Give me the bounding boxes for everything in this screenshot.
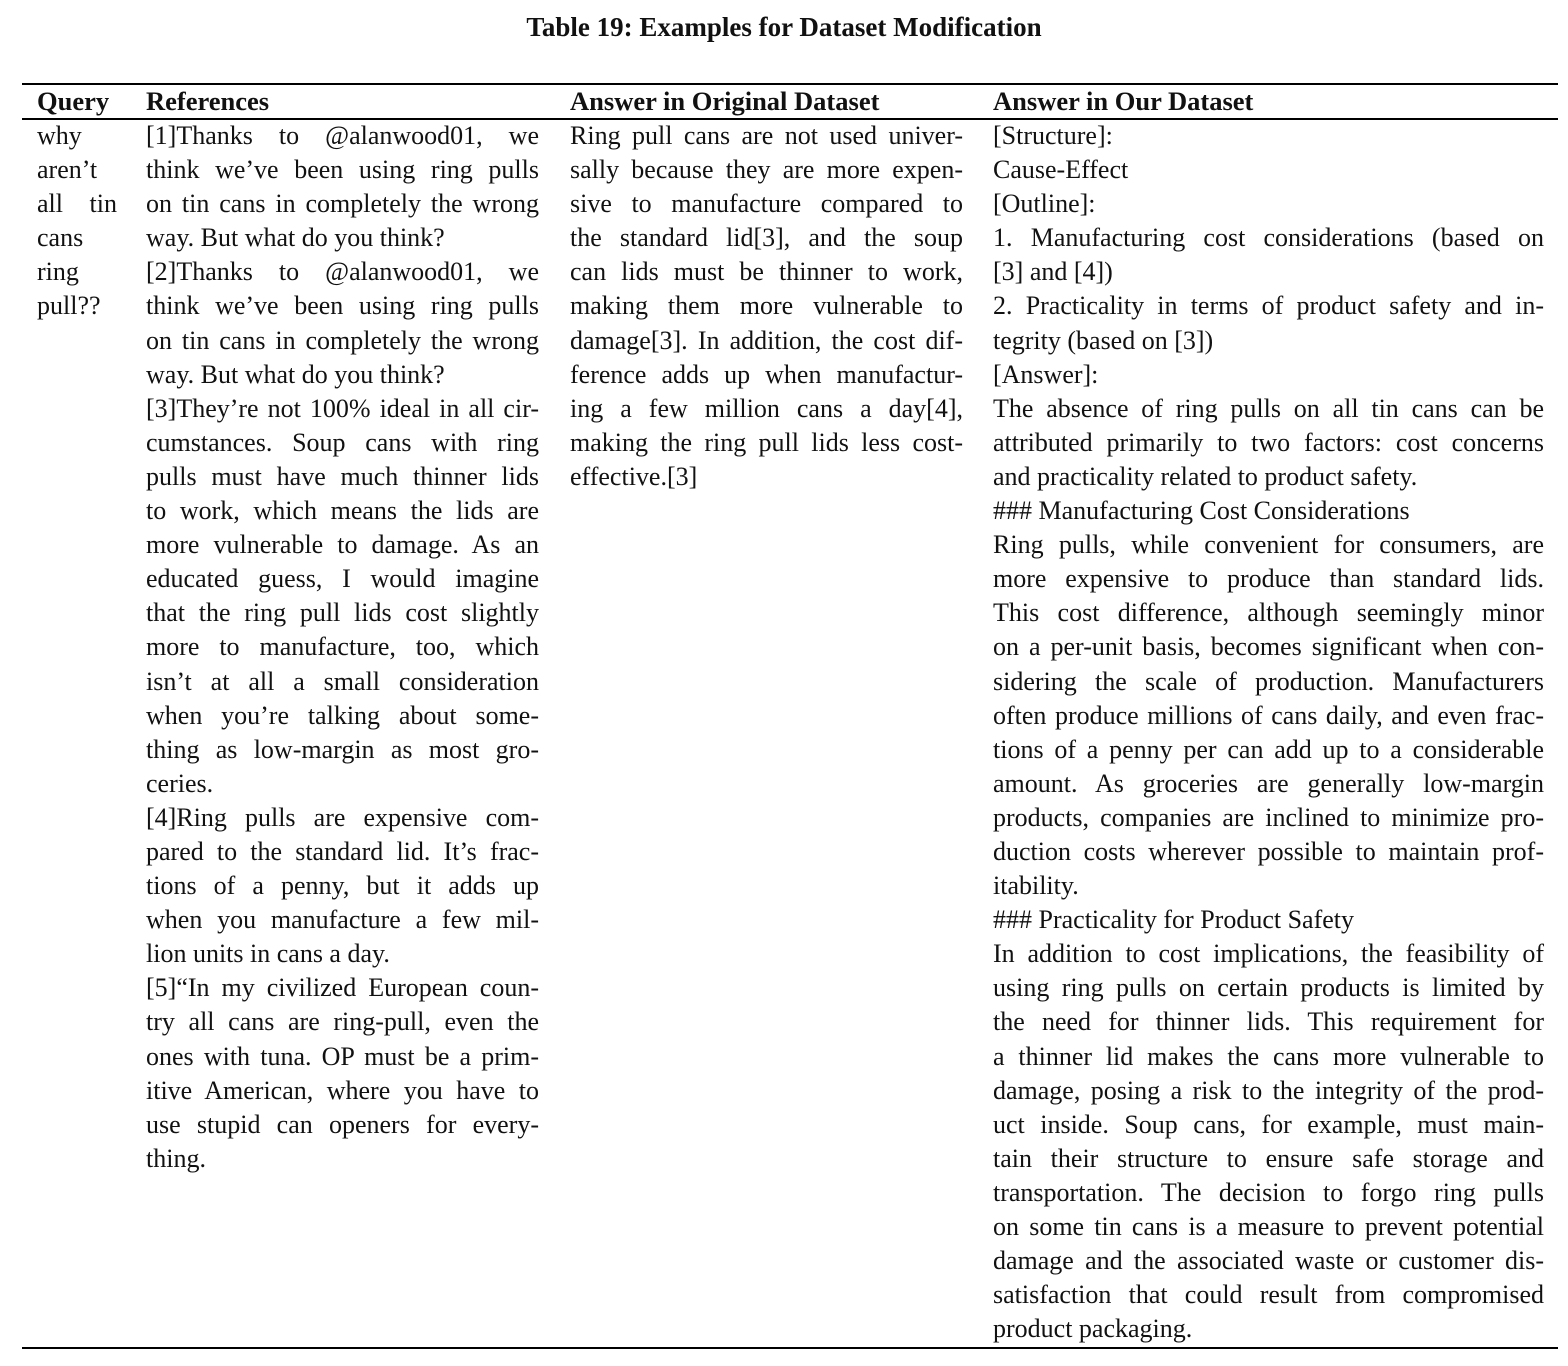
header-references: References [146, 86, 270, 116]
text-line: satisfaction that could result from compromised [993, 1280, 1544, 1310]
text-line: lion units in cans a day. [146, 939, 390, 969]
text-line: try all cans are ring-pull, even the [146, 1007, 539, 1037]
text-line: thing. [146, 1143, 206, 1173]
text-line: pared to the standard lid. It’s frac- [146, 836, 539, 866]
header-our-answer: Answer in Our Dataset [993, 86, 1254, 116]
text-line: think we’ve been using ring pulls [146, 155, 539, 185]
header-original-answer: Answer in Original Dataset [570, 86, 880, 116]
text-line: ceries. [146, 768, 214, 798]
text-line: ### Manufacturing Cost Considerations [993, 496, 1410, 526]
text-line: ing a few million cans a day[4], [570, 393, 963, 423]
text-line: [Structure]: [993, 121, 1113, 150]
text-line: product packaging. [993, 1314, 1193, 1344]
text-line: transportation. The decision to forgo ring pulls [993, 1177, 1544, 1207]
text-line: pulls must have much thinner lids [146, 461, 539, 491]
text-line: ference adds up when manufactur- [570, 359, 963, 389]
text-line: when you’re talking about some- [146, 700, 539, 730]
text-line: cumstances. Soup cans with ring [146, 427, 539, 457]
text-line: tions of a penny per can add up to a considerable [993, 734, 1544, 764]
text-line: Ring pull cans are not used univer- [570, 121, 963, 150]
text-line: tain their structure to ensure safe storage and [993, 1143, 1544, 1173]
text-line: use stupid can openers for every- [146, 1109, 539, 1139]
text-line: sidering the scale of production. Manufacturers [993, 666, 1544, 696]
text-line: [2]Thanks to @alanwood01, we [146, 257, 539, 287]
text-line: damage, posing a risk to the integrity of the prod- [993, 1075, 1544, 1105]
text-line: 2. Practicality in terms of product safety and in- [993, 291, 1544, 321]
text-line: [5]“In my civilized European coun- [146, 973, 539, 1003]
text-line: isn’t at all a small consideration [146, 666, 539, 696]
text-line: cans [37, 223, 84, 253]
text-line: pull?? [37, 291, 101, 321]
text-line: making them more vulnerable to [570, 291, 963, 321]
text-line: [3] and [4]) [993, 257, 1113, 287]
text-line: educated guess, I would imagine [146, 564, 539, 594]
text-line: ones with tuna. OP must be a prim- [146, 1041, 539, 1071]
text-line: damage[3]. In addition, the cost dif- [570, 325, 963, 355]
text-line: on tin cans in completely the wrong [146, 325, 539, 355]
text-line: aren’t [37, 155, 98, 185]
text-line: to work, which means the lids are [146, 496, 539, 526]
text-line: [Outline]: [993, 189, 1096, 219]
text-line: effective.[3] [570, 461, 698, 491]
text-line: and practicality related to product safety. [993, 461, 1418, 491]
text-line: the need for thinner lids. This requirement for [993, 1007, 1544, 1037]
text-line: more vulnerable to damage. As an [146, 530, 539, 560]
text-line: [4]Ring pulls are expensive com- [146, 802, 539, 832]
text-line: tegrity (based on [3]) [993, 325, 1214, 355]
text-line: products, companies are inclined to minimize pro- [993, 802, 1544, 832]
text-line: why [37, 121, 82, 150]
text-line: duction costs wherever possible to maintain prof- [993, 836, 1544, 866]
cell-query [37, 119, 117, 324]
text-line: on some tin cans is a measure to prevent potential [993, 1212, 1544, 1241]
text-line: way. But what do you think? [146, 223, 445, 253]
text-line: 1. Manufacturing cost considerations (based on [993, 223, 1544, 253]
text-line: thing as low-margin as most gro- [146, 734, 539, 764]
text-line: on tin cans in completely the wrong [146, 189, 539, 219]
text-line: can lids must be thinner to work, [570, 257, 963, 287]
cell-original-answer [570, 119, 963, 494]
text-line: ### Practicality for Product Safety [993, 905, 1355, 935]
text-line: more expensive to produce than standard lids. [993, 564, 1544, 594]
text-line: more to manufacture, too, which [146, 632, 539, 662]
text-line: Cause-Effect [993, 155, 1129, 185]
text-line: often produce millions of cans daily, and even frac- [993, 700, 1544, 730]
text-line: [3]They’re not 100% ideal in all cir- [146, 393, 539, 423]
cell-references [146, 119, 539, 1176]
text-line: the standard lid[3], and the soup [570, 223, 963, 253]
table-bottom-rule [22, 1347, 1558, 1349]
text-line: a thinner lid makes the cans more vulnerable to [993, 1041, 1544, 1071]
text-line: making the ring pull lids less cost- [570, 427, 963, 457]
text-line: using ring pulls on certain products is limited by [993, 973, 1544, 1003]
text-line: uct inside. Soup cans, for example, must main- [993, 1109, 1544, 1139]
text-line: This cost difference, although seemingly minor [993, 598, 1544, 628]
text-line: [Answer]: [993, 359, 1099, 389]
text-line: itability. [993, 871, 1079, 901]
text-line: think we’ve been using ring pulls [146, 291, 539, 321]
text-line: ring [37, 257, 79, 287]
text-line: on a per-unit basis, becomes significant when con- [993, 632, 1544, 662]
text-line: damage and the associated waste or customer dis- [993, 1246, 1544, 1276]
text-line: sive to manufacture compared to [570, 189, 963, 219]
table-caption: Table 19: Examples for Dataset Modification [526, 12, 1042, 42]
cell-our-answer [993, 119, 1544, 1346]
text-line: tions of a penny, but it adds up [146, 871, 539, 901]
text-line: attributed primarily to two factors: cost concerns [993, 427, 1544, 457]
header-query: Query [37, 86, 110, 116]
text-line: In addition to cost implications, the feasibility of [993, 939, 1544, 969]
text-line: Ring pulls, while convenient for consumers, are [993, 530, 1544, 560]
text-line: amount. As groceries are generally low-margin [993, 768, 1544, 798]
text-line: that the ring pull lids cost slightly [146, 598, 539, 628]
text-line: The absence of ring pulls on all tin cans can be [993, 393, 1544, 423]
text-line: when you manufacture a few mil- [146, 905, 539, 935]
text-line: itive American, where you have to [146, 1075, 539, 1105]
text-line: way. But what do you think? [146, 359, 445, 389]
text-line: sally because they are more expen- [570, 155, 963, 185]
text-line: [1]Thanks to @alanwood01, we [146, 121, 539, 150]
text-line: all tin [37, 189, 117, 219]
